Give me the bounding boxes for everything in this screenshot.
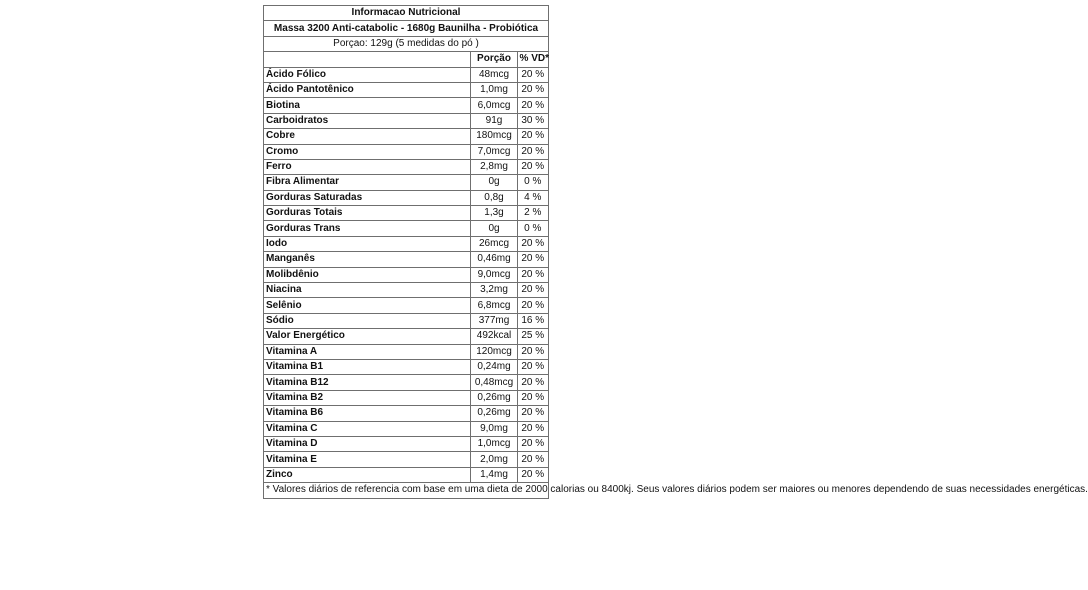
nutrient-daily-value: 0 % (517, 175, 548, 190)
nutrient-portion: 91g (471, 113, 517, 128)
nutrient-name: Valor Energético (264, 329, 471, 344)
nutrient-name: Vitamina B2 (264, 390, 471, 405)
nutrient-daily-value: 20 % (517, 283, 548, 298)
nutrient-portion: 0,26mg (471, 406, 517, 421)
nutrient-daily-value: 4 % (517, 190, 548, 205)
product-name: Massa 3200 Anti-catabolic - 1680g Baunilha - Probiótica (264, 21, 549, 36)
nutrient-portion: 1,3g (471, 206, 517, 221)
nutrient-name: Vitamina B6 (264, 406, 471, 421)
nutrient-daily-value: 25 % (517, 329, 548, 344)
nutrient-portion: 492kcal (471, 329, 517, 344)
nutrient-portion: 3,2mg (471, 283, 517, 298)
table-row (264, 221, 549, 236)
table-row (264, 467, 549, 482)
product-row (264, 21, 549, 36)
nutrient-name: Fibra Alimentar (264, 175, 471, 190)
table-row (264, 113, 549, 128)
nutrient-name: Cobre (264, 129, 471, 144)
nutrient-name: Vitamina E (264, 452, 471, 467)
nutrient-portion: 1,0mcg (471, 436, 517, 451)
nutrient-portion: 0,48mcg (471, 375, 517, 390)
nutrient-daily-value: 20 % (517, 390, 548, 405)
table-row (264, 98, 549, 113)
nutrient-portion: 6,8mcg (471, 298, 517, 313)
table-row (264, 436, 549, 451)
table-row (264, 344, 549, 359)
column-header-vd: % VD* (517, 52, 548, 67)
table-row (264, 375, 549, 390)
nutrient-daily-value: 20 % (517, 344, 548, 359)
nutrient-portion: 26mcg (471, 236, 517, 251)
nutrient-daily-value: 2 % (517, 206, 548, 221)
nutrient-name: Molibdênio (264, 267, 471, 282)
nutrient-portion: 0,24mg (471, 359, 517, 374)
nutrient-daily-value: 20 % (517, 236, 548, 251)
nutrient-daily-value: 20 % (517, 67, 548, 82)
nutrient-name: Manganês (264, 252, 471, 267)
nutrient-daily-value: 20 % (517, 421, 548, 436)
serving-size: Porçao: 129g (5 medidas do pó ) (264, 36, 549, 51)
nutrient-name: Carboidratos (264, 113, 471, 128)
nutrient-portion: 1,4mg (471, 467, 517, 482)
table-row (264, 129, 549, 144)
serving-row (264, 36, 549, 51)
column-header-portion: Porção (471, 52, 517, 67)
table-row (264, 267, 549, 282)
table-row (264, 283, 549, 298)
nutrient-daily-value: 20 % (517, 359, 548, 374)
nutrient-daily-value: 20 % (517, 467, 548, 482)
table-row (264, 144, 549, 159)
table-row (264, 190, 549, 205)
nutrient-name: Ácido Pantotênico (264, 82, 471, 97)
nutrient-name: Iodo (264, 236, 471, 251)
table-row (264, 390, 549, 405)
table-row (264, 82, 549, 97)
nutrient-name: Gorduras Trans (264, 221, 471, 236)
nutrient-portion: 1,0mg (471, 82, 517, 97)
table-row (264, 175, 549, 190)
table-row (264, 236, 549, 251)
nutrition-table (263, 5, 1088, 499)
table-row (264, 452, 549, 467)
nutrient-portion: 180mcg (471, 129, 517, 144)
nutrient-name: Vitamina B1 (264, 359, 471, 374)
nutrient-name: Biotina (264, 98, 471, 113)
nutrient-name: Niacina (264, 283, 471, 298)
nutrient-daily-value: 20 % (517, 436, 548, 451)
nutrient-name: Gorduras Totais (264, 206, 471, 221)
table-row (264, 421, 549, 436)
table-row (264, 298, 549, 313)
nutrient-portion: 2,0mg (471, 452, 517, 467)
table-row (264, 206, 549, 221)
nutrient-name: Vitamina C (264, 421, 471, 436)
nutrient-name: Zinco (264, 467, 471, 482)
table-row (264, 67, 549, 82)
table-row (264, 329, 549, 344)
nutrient-daily-value: 20 % (517, 129, 548, 144)
nutrient-name: Ácido Fólico (264, 67, 471, 82)
nutrient-daily-value: 20 % (517, 267, 548, 282)
nutrient-name: Ferro (264, 159, 471, 174)
table-row (264, 159, 549, 174)
nutrient-name: Vitamina B12 (264, 375, 471, 390)
table-row (264, 406, 549, 421)
table-row (264, 359, 549, 374)
nutrient-daily-value: 20 % (517, 144, 548, 159)
nutrient-name: Cromo (264, 144, 471, 159)
nutrient-portion: 120mcg (471, 344, 517, 359)
nutrient-daily-value: 20 % (517, 452, 548, 467)
table-row (264, 252, 549, 267)
nutrient-daily-value: 0 % (517, 221, 548, 236)
nutrient-name: Vitamina D (264, 436, 471, 451)
nutrient-daily-value: 20 % (517, 298, 548, 313)
footnote-text: * Valores diários de referencia com base em uma dieta de 2000 calorias ou 8400kj. Seus valores diários podem ser maiores ou menores dependendo de suas necessidades energéticas. (264, 483, 549, 498)
nutrient-portion: 0,46mg (471, 252, 517, 267)
column-header-row (264, 52, 549, 67)
nutrient-daily-value: 20 % (517, 375, 548, 390)
nutrient-portion: 7,0mcg (471, 144, 517, 159)
table-row (264, 313, 549, 328)
nutrient-portion: 0,26mg (471, 390, 517, 405)
nutrient-name: Vitamina A (264, 344, 471, 359)
nutrient-portion: 9,0mcg (471, 267, 517, 282)
nutrient-name: Sódio (264, 313, 471, 328)
nutrient-portion: 48mcg (471, 67, 517, 82)
nutrient-daily-value: 20 % (517, 159, 548, 174)
nutrient-daily-value: 20 % (517, 252, 548, 267)
footnote-row (264, 483, 549, 498)
nutrient-portion: 2,8mg (471, 159, 517, 174)
nutrient-portion: 0g (471, 221, 517, 236)
nutrient-portion: 0,8g (471, 190, 517, 205)
nutrition-facts-panel (263, 5, 1088, 499)
nutrient-daily-value: 20 % (517, 98, 548, 113)
nutrient-daily-value: 20 % (517, 406, 548, 421)
nutrient-portion: 377mg (471, 313, 517, 328)
table-title: Informacao Nutricional (264, 6, 549, 21)
nutrient-name: Gorduras Saturadas (264, 190, 471, 205)
nutrient-daily-value: 20 % (517, 82, 548, 97)
title-row (264, 6, 549, 21)
column-header-nutrient (264, 52, 471, 67)
nutrient-name: Selênio (264, 298, 471, 313)
nutrient-portion: 0g (471, 175, 517, 190)
nutrient-daily-value: 16 % (517, 313, 548, 328)
nutrient-portion: 9,0mg (471, 421, 517, 436)
nutrient-daily-value: 30 % (517, 113, 548, 128)
nutrient-portion: 6,0mcg (471, 98, 517, 113)
